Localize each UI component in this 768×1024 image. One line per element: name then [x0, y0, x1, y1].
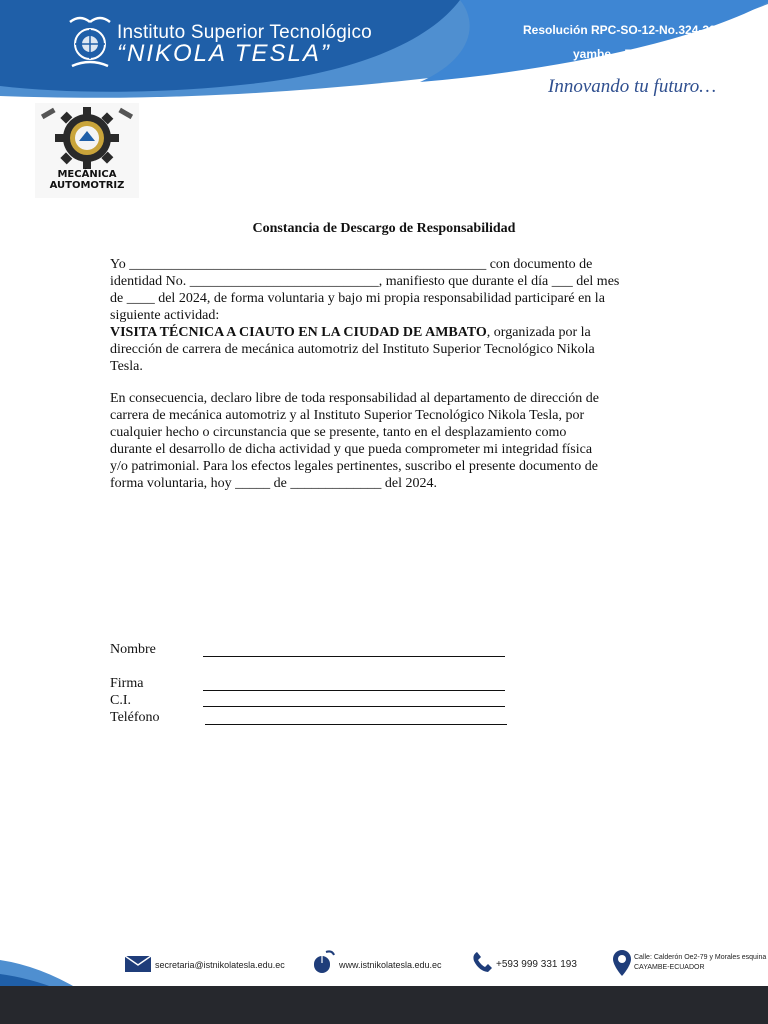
footer-website[interactable]: www.istnikolatesla.edu.ec — [339, 960, 442, 970]
institute-name-line1: Instituto Superior Tecnológico — [117, 22, 372, 43]
p1-line7: Tesla. — [110, 359, 143, 374]
institute-emblem-icon — [66, 14, 114, 72]
location-pin-icon — [613, 950, 631, 976]
career-logo — [35, 103, 139, 198]
name-label: Nombre — [110, 642, 156, 657]
footer-address-line1: Calle: Calderón Oe2-79 y Morales esquina — [634, 954, 767, 961]
activity-name: VISITA TÉCNICA A CIAUTO EN LA CIUDAD DE AMBATO — [110, 325, 487, 340]
career-logo-line2: AUTOMOTRIZ — [49, 180, 125, 191]
id-line[interactable] — [203, 706, 505, 707]
paragraph-2 — [110, 390, 660, 492]
activity-rest: , organizada por la — [486, 325, 591, 340]
p2-line1: En consecuencia, declaro libre de toda responsabilidad al departamento de dirección de — [110, 391, 600, 406]
footer-email[interactable]: secretaria@istnikolatesla.edu.ec — [155, 960, 285, 970]
footer-address-line2: CAYAMBE-ECUADOR — [634, 964, 705, 971]
slogan: Innovando tu futuro… — [548, 76, 717, 97]
career-logo-text — [35, 169, 139, 191]
envelope-icon — [125, 956, 151, 972]
p1-line2: identidad No. ___________________________, manifiesto que durante el día ___ del mes — [110, 274, 620, 289]
phone-icon — [472, 951, 492, 973]
institute-name-line2: “NIKOLA TESLA” — [117, 40, 331, 67]
career-logo-line1: MECÁNICA — [57, 169, 117, 180]
paragraph-1 — [110, 256, 660, 375]
p1-line6: dirección de carrera de mecánica automotriz del Instituto Superior Tecnológico Nikola — [110, 342, 595, 357]
document-title: Constancia de Descargo de Responsabilidad — [252, 221, 516, 236]
p2-line2: carrera de mecánica automotriz y al Instituto Superior Tecnológico Nikola Tesla, por — [110, 408, 585, 423]
footer-phone[interactable]: +593 999 331 193 — [496, 959, 577, 970]
p2-line3: cualquier hecho o circunstancia que se presente, tanto en el desplazamiento como — [110, 425, 567, 440]
p2-line4: durante el desarrollo de dicha actividad y que pueda comprometer mi integridad física — [110, 442, 593, 457]
phone-label: Teléfono — [110, 710, 160, 725]
footer-bar — [0, 986, 768, 1024]
phone-line[interactable] — [205, 724, 507, 725]
p2-line6: forma voluntaria, hoy _____ de _____________ del 2024. — [110, 476, 438, 491]
city-text-part1: Ca — [721, 34, 737, 48]
city-text-part2: yambe – Ecuador — [573, 47, 673, 61]
p2-line5: y/o patrimonial. Para los efectos legales pertinentes, suscribo el presente documento de — [110, 459, 598, 474]
footer-swoosh — [0, 950, 80, 990]
id-label: C.I. — [110, 693, 131, 708]
p1-line3: de ____ del 2024, de forma voluntaria y bajo mi propia responsabilidad participaré en la — [110, 291, 605, 306]
resolution-text: Resolución RPC-SO-12-No.324-2021 — [523, 23, 730, 37]
mouse-icon — [312, 950, 338, 974]
name-line[interactable] — [203, 656, 505, 657]
signature-label: Firma — [110, 676, 144, 691]
p1-line4: siguiente actividad: — [110, 308, 220, 323]
signature-line[interactable] — [203, 690, 505, 691]
p1-line5 — [110, 324, 660, 341]
p1-line1: Yo ___________________________________________________ con documento de — [110, 257, 593, 272]
gear-icon — [35, 103, 139, 173]
